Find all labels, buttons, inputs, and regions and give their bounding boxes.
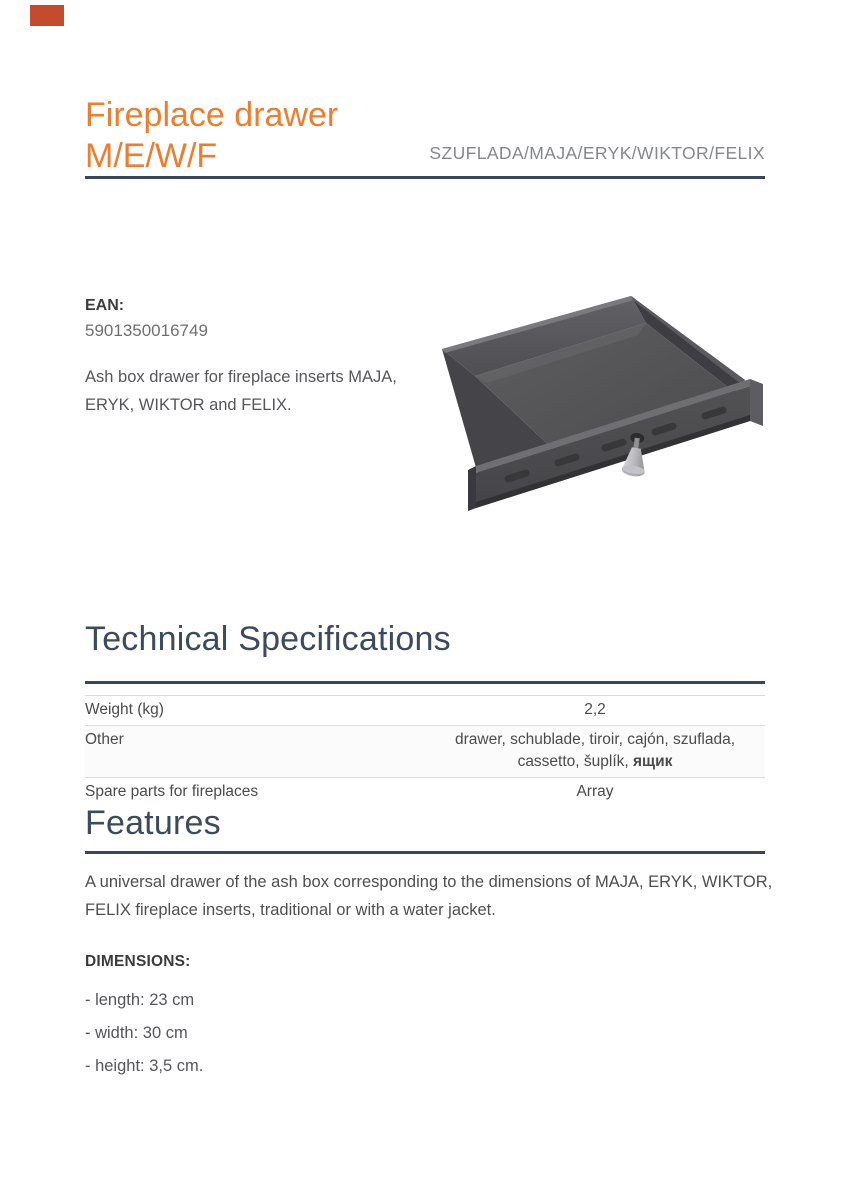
dimension-width: - width: 30 cm [85,1024,188,1042]
ean-value: 5901350016749 [85,321,208,340]
page-title-line2: M/E/W/F [85,136,218,175]
product-image [432,280,774,518]
brand-logo-mark [30,5,64,26]
spec-value-bold-text: ящик [633,753,673,770]
product-description: Ash box drawer for fireplace inserts MAJA, ERYK, WIKTOR and FELIX. [85,368,397,414]
spec-value [425,729,765,773]
spec-label: Spare parts for fireplaces [85,783,259,800]
spec-label: Other [85,731,124,748]
specifications-table [85,695,765,807]
technical-specifications-heading: Technical Specifications [85,620,451,658]
technical-specifications-divider [85,681,765,684]
spec-label: Weight (kg) [85,701,164,718]
header-divider [85,176,765,179]
spec-value: Array [576,783,614,800]
features-divider [85,851,765,854]
table-row [85,777,765,807]
dimensions-heading: DIMENSIONS: [85,953,191,970]
table-row [85,725,765,777]
product-variants-subtitle: SZUFLADA/MAJA/ERYK/WIKTOR/FELIX [429,143,765,163]
ean-label: EAN: [85,297,125,314]
features-paragraph: A universal drawer of the ash box corresponding to the dimensions of MAJA, ERYK, WIKTOR, FELIX fireplace inserts, traditional or with a water jacket. [85,873,773,919]
dimension-height: - height: 3,5 cm. [85,1057,204,1075]
features-heading: Features [85,804,221,842]
spec-value-text: drawer, schublade, tiroir, cajón, szuflada, cassetto, šuplík, [454,731,735,770]
dimension-length: - length: 23 cm [85,991,195,1009]
ash-drawer-illustration [432,280,774,518]
page-title [85,95,338,177]
page-title-line1: Fireplace drawer [85,95,339,134]
table-row [85,695,765,725]
spec-value: 2,2 [584,701,606,718]
